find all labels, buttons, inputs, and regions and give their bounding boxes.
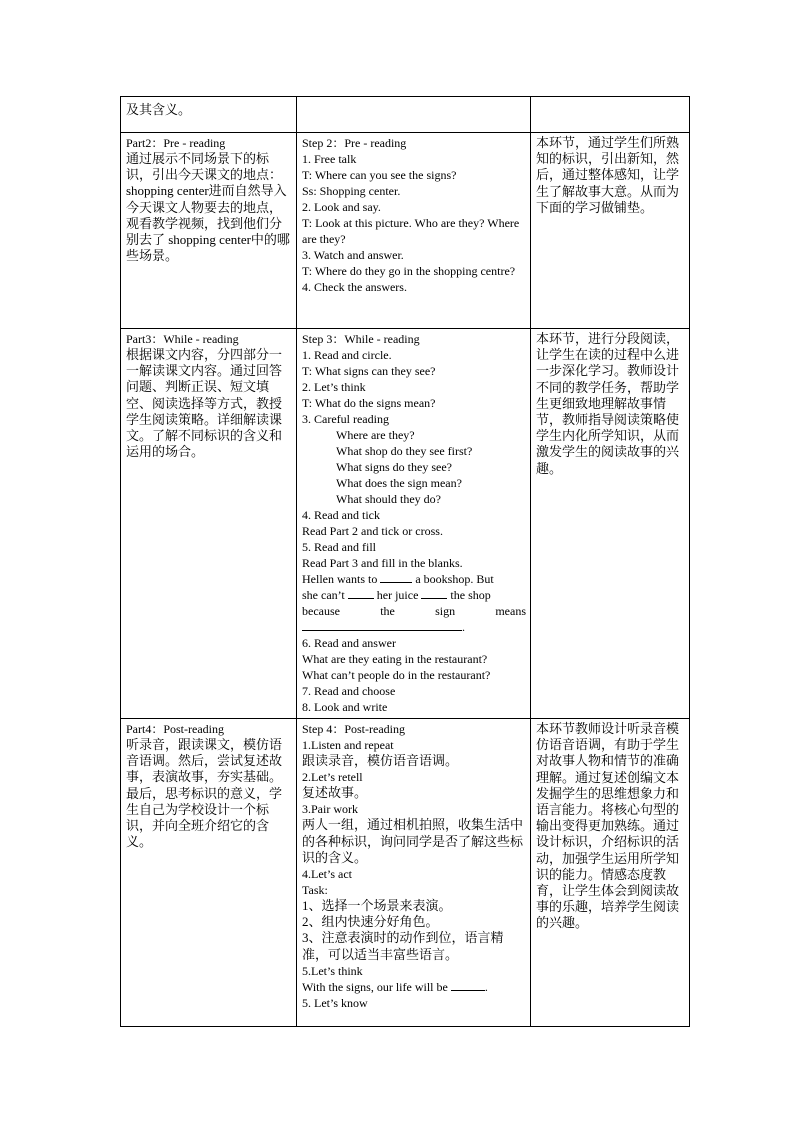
step-line: 复述故事。 — [302, 785, 368, 801]
fill-text: she can’t — [302, 588, 345, 602]
step-line: 3. Careful reading — [302, 412, 389, 426]
step-line: Ss: Shopping center. — [302, 184, 401, 198]
row0-text: 及其含义。 — [126, 102, 192, 117]
step-line: Step 2：Pre - reading — [302, 136, 407, 150]
lesson-plan-table — [120, 96, 690, 1027]
fill-line-3 — [302, 603, 526, 619]
step-line: 2.Let’s retell — [302, 770, 363, 785]
part4-note: 本环节教师设计听录音模仿语音语调，有助于学生对故事人物和情节的准确理解。通过复述创编文本发掘学生的思维想象力和语言能力。将核心句型的输出变得更加熟练。通过设计标识，介绍标识的活动，加强学生运用所学知识的能力。情感态度教育，让学生体会到阅读故事的乐趣，培养学生阅读的兴趣。 — [536, 721, 680, 931]
step-line: What are they eating in the restaurant? — [302, 652, 488, 666]
step-line: Read Part 3 and fill in the blanks. — [302, 556, 463, 570]
question-line: What shop do they see first? — [336, 444, 473, 458]
fill-blank — [348, 587, 374, 599]
step-line: 2. Look and say. — [302, 200, 381, 214]
table-row-part4 — [121, 719, 690, 1027]
step-line: 5.Let’s think — [302, 963, 363, 978]
fill-line-1 — [302, 571, 526, 587]
part4-description: 听录音，跟读课文，模仿语音语调。然后，尝试复述故事，表演故事，夯实基础。最后，思考标识的意义，学生自己为学校设计一个标识，并向全班介绍它的含义。 — [126, 737, 283, 850]
part4-overview — [121, 719, 297, 1027]
fill-text: sign — [435, 604, 456, 618]
fill-text: means — [495, 604, 526, 618]
step-line: T: What do the signs mean? — [302, 396, 436, 410]
fill-blank — [302, 619, 462, 631]
part3-overview — [121, 329, 297, 719]
step-line: 1、选择一个场景来表演。 — [302, 898, 452, 914]
fill-text: Hellen wants to — [302, 572, 378, 586]
step-line: 3. Watch and answer. — [302, 248, 404, 262]
question-line: What signs do they see? — [336, 460, 452, 474]
part2-steps — [297, 133, 531, 329]
question-line: What does the sign mean? — [336, 476, 462, 490]
fill-blank — [451, 979, 485, 991]
row0-col1 — [121, 97, 297, 133]
fill-line-2 — [302, 587, 526, 603]
think-line — [302, 979, 526, 995]
step-line: 2、组内快速分好角色。 — [302, 914, 439, 930]
part4-notes — [531, 719, 690, 1027]
part2-overview — [121, 133, 297, 329]
fill-blank — [380, 571, 412, 583]
fill-text: . — [484, 979, 488, 994]
step-line: Step 3：While - reading — [302, 332, 420, 346]
part3-description: 根据课文内容，分四部分一一解读课文内容。通过回答问题、判断正误、短文填空、阅读选择等方式，教授学生阅读策略。详细解读课文。了解不同标识的含义和运用的场合。 — [126, 347, 283, 460]
question-line: Where are they? — [336, 428, 415, 442]
part4-title: Part4：Post-reading — [126, 722, 224, 736]
table-row — [121, 97, 690, 133]
step-line: What can’t people do in the restaurant? — [302, 668, 491, 682]
step-line: 1.Listen and repeat — [302, 738, 394, 752]
part3-note: 本环节，进行分段阅读，让学生在读的过程中么进一步深化学习。教师设计不同的教学任务，帮助学生更细致地理解故事情节，教师指导阅读策略使学生内化所学知识，从而激发学生的阅读故事的兴趣。 — [536, 331, 680, 476]
part2-note: 本环节，通过学生们所熟知的标识，引出新知，然后，通过整体感知，让学生了解故事大意。从而为下面的学习做铺垫。 — [536, 135, 680, 215]
table-row-part3 — [121, 329, 690, 719]
step-line: Task: — [302, 883, 328, 898]
step-line: Step 4：Post-reading — [302, 722, 405, 736]
part3-title: Part3：While - reading — [126, 332, 239, 346]
step-line: 2. Let’s think — [302, 380, 366, 394]
fill-text: the — [380, 604, 395, 618]
row0-col2 — [297, 97, 531, 133]
part2-notes — [531, 133, 690, 329]
part2-title: Part2：Pre - reading — [126, 136, 226, 150]
step-line: 5. Let’s know — [302, 995, 368, 1010]
step-line: 6. Read and answer — [302, 636, 396, 650]
fill-blank — [421, 587, 447, 599]
step-line: 7. Read and choose — [302, 684, 396, 698]
question-line: What should they do? — [336, 492, 441, 506]
step-line: 4. Check the answers. — [302, 280, 407, 294]
step-line: T: Look at this picture. Who are they? Where are they? — [302, 216, 520, 246]
part3-notes — [531, 329, 690, 719]
step-line: 1. Free talk — [302, 152, 357, 166]
fill-line-4: . — [302, 619, 526, 635]
part4-steps — [297, 719, 531, 1027]
step-line: 1. Read and circle. — [302, 348, 392, 362]
fill-text: because — [302, 604, 340, 618]
step-line: T: Where can you see the signs? — [302, 168, 457, 182]
step-line: 4. Read and tick — [302, 508, 380, 522]
part2-description: 通过展示不同场景下的标识，引出今天课文的地点：shopping center进而自然导入今天课文人物要去的地点，观看教学视频，找到他们分别去了 shopping center中的哪些场景。 — [126, 151, 290, 264]
step-line: T: Where do they go in the shopping centre? — [302, 264, 516, 278]
fill-text: With the signs, our life will be — [302, 979, 448, 994]
fill-text: a bookshop. But — [415, 572, 494, 586]
row0-col3 — [531, 97, 690, 133]
step-line: 8. Look and write — [302, 700, 388, 714]
step-line: Read Part 2 and tick or cross. — [302, 524, 443, 538]
part3-steps — [297, 329, 531, 719]
step-line: 两人一组，通过相机拍照，收集生活中的各种标识，询问同学是否了解这些标识的含义。 — [302, 817, 524, 865]
step-line: 3.Pair work — [302, 802, 358, 817]
step-line: T: What signs can they see? — [302, 364, 436, 378]
step-line: 跟读录音，模仿语音语调。 — [302, 753, 459, 768]
step-line: 3、注意表演时的动作到位，语言精准，可以适当丰富些语言。 — [302, 930, 504, 962]
fill-text: her juice — [376, 588, 419, 602]
table-row-part2 — [121, 133, 690, 329]
step-line: 4.Let’s act — [302, 867, 352, 882]
fill-text: the shop — [450, 588, 491, 602]
step-line: 5. Read and fill — [302, 540, 376, 554]
